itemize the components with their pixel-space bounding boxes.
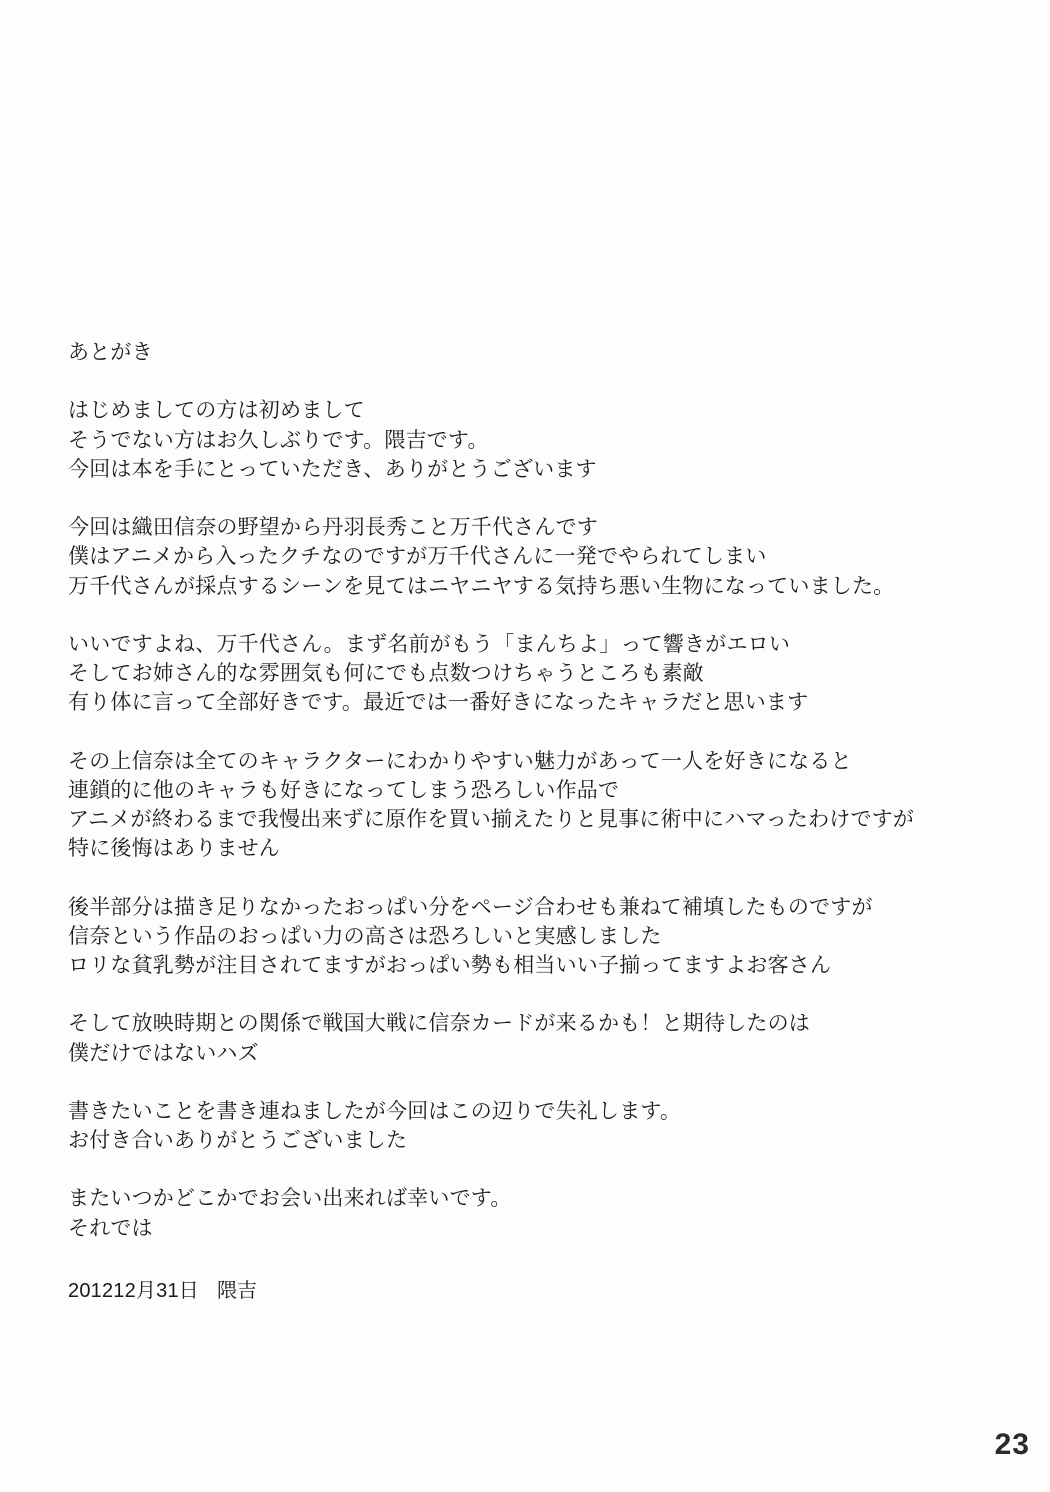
paragraph-spacer bbox=[68, 1068, 988, 1097]
afterword-text bbox=[68, 338, 988, 1243]
afterword-line: 僕はアニメから入ったクチなのですが万千代さんに一発でやられてしまい bbox=[68, 544, 767, 569]
afterword-heading: あとがき bbox=[68, 340, 153, 364]
paragraph-spacer bbox=[68, 1155, 988, 1184]
afterword-line: はじめましての方は初めまして bbox=[68, 398, 365, 423]
afterword-line: その上信奈は全てのキャラクターにわかりやすい魅力があって一人を好きになると bbox=[68, 748, 852, 773]
paragraph-spacer bbox=[68, 484, 988, 513]
page-number: 23 bbox=[994, 1428, 1030, 1461]
afterword-line: 有り体に言って全部好きです。最近では一番好きになったキャラだと思います bbox=[68, 690, 809, 715]
paragraph-spacer bbox=[68, 367, 988, 396]
afterword-author: 隈吉 bbox=[216, 1278, 257, 1302]
afterword-line: 特に後悔はありません bbox=[68, 836, 280, 861]
paragraph-spacer bbox=[68, 601, 988, 630]
afterword-line: アニメが終わるまで我慢出来ずに原作を買い揃えたりと見事に術中にハマったわけですが bbox=[68, 807, 915, 831]
afterword-line: そうでない方はお久しぶりです。隈吉です。 bbox=[68, 427, 489, 452]
paragraph-spacer bbox=[68, 980, 988, 1009]
afterword-line: 僕だけではないハズ bbox=[68, 1040, 259, 1065]
afterword-date: 201212月31日 bbox=[68, 1280, 199, 1302]
paragraph-spacer bbox=[68, 863, 988, 892]
paragraph-spacer bbox=[68, 717, 988, 746]
afterword-line: そしてお姉さん的な雰囲気も何にでも点数つけちゃうところも素敵 bbox=[68, 661, 704, 686]
afterword-line: それでは bbox=[68, 1215, 153, 1240]
afterword-line: 書きたいことを書き連ねましたが今回はこの辺りで失礼します。 bbox=[68, 1098, 682, 1123]
afterword-line: またいつかどこかでお会い出来れば幸いです。 bbox=[68, 1186, 512, 1211]
afterword-line: そして放映時期との関係で戦国大戦に信奈カードが来るかも！と期待したのは bbox=[68, 1011, 810, 1036]
signature-line bbox=[68, 1276, 257, 1305]
afterword-line: 後半部分は描き足りなかったおっぱい分をページ合わせも兼ねて補填したものですが bbox=[68, 894, 873, 919]
afterword-line: ロリな貧乳勢が注目されてますがおっぱい勢も相当いい子揃ってますよお客さん bbox=[68, 952, 832, 977]
afterword-line: 連鎖的に他のキャラも好きになってしまう恐ろしい作品で bbox=[68, 777, 620, 802]
afterword-line: 今回は織田信奈の野望から丹羽長秀こと万千代さんです bbox=[68, 515, 598, 540]
afterword-line: 万千代さんが採点するシーンを見てはニヤニヤする気持ち悪い生物になっていました。 bbox=[68, 573, 895, 598]
afterword-line: いいですよね、万千代さん。まず名前がもう「まんちよ」って響きがエロい bbox=[68, 631, 791, 656]
afterword-line: 今回は本を手にとっていただき、ありがとうございます bbox=[68, 456, 597, 481]
afterword-line: 信奈という作品のおっぱい力の高さは恐ろしいと実感しました bbox=[68, 923, 662, 948]
afterword-line: お付き合いありがとうございました bbox=[68, 1128, 408, 1153]
